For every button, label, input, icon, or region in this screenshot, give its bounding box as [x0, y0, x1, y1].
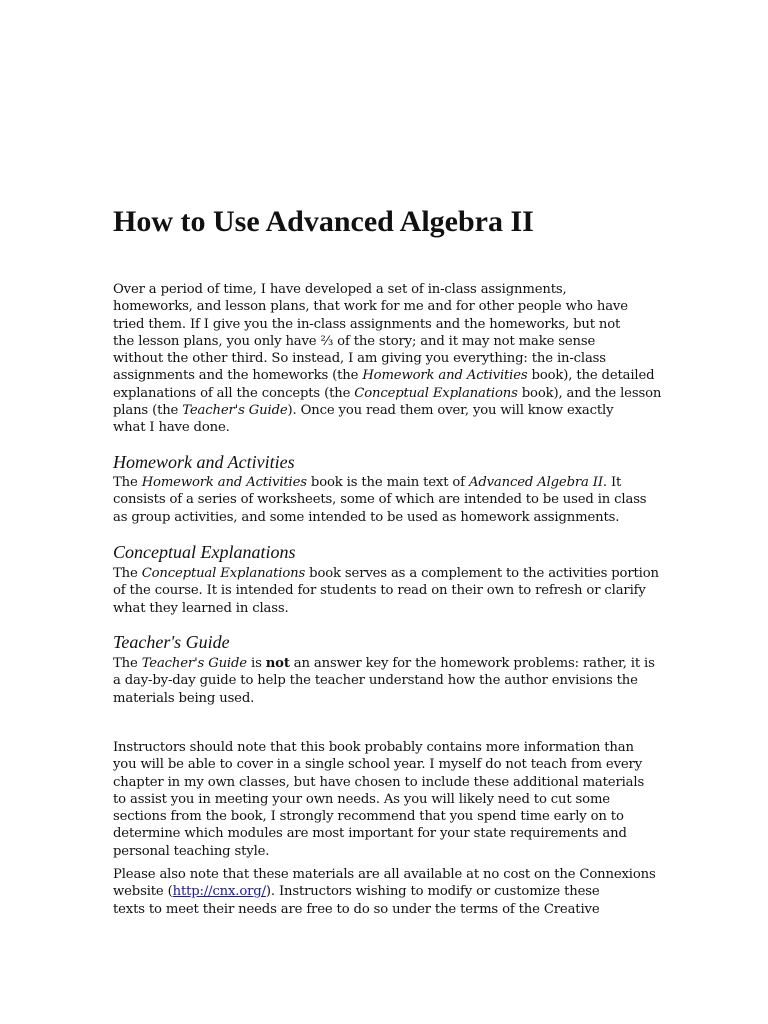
text-line — [113, 474, 658, 491]
book-title-conceptual: Conceptual Explanations — [141, 566, 306, 581]
text-line: materials being used. — [113, 690, 255, 706]
text-run: The — [113, 566, 142, 581]
text-run: book serves as a complement to the activities portion — [305, 566, 659, 581]
section-heading-conceptual: Conceptual Explanations — [113, 542, 296, 562]
emphasis-not: not — [265, 656, 290, 671]
section-heading-homework: Homework and Activities — [113, 452, 295, 472]
availability-paragraph — [113, 866, 658, 918]
text-line: determine which modules are most important for your state requirements and — [113, 826, 627, 842]
text-line: what I have done. — [113, 420, 230, 436]
text-run: The — [113, 656, 142, 671]
book-title-advanced-algebra: Advanced Algebra II — [468, 475, 603, 490]
text-line: Please also note that these materials are all available at no cost on the Connexions — [113, 867, 656, 882]
text-run: explanations of all the concepts (the — [113, 385, 355, 401]
text-line: as group activities, and some intended to be used as homework assignments. — [113, 509, 620, 525]
text-line — [113, 402, 658, 419]
intro-paragraph — [113, 281, 662, 437]
text-line: consists of a series of worksheets, some of which are intended to be used in class — [113, 492, 647, 508]
text-line: Over a period of time, I have developed a set of in-class assignments, — [113, 282, 567, 297]
text-line — [113, 565, 658, 582]
instructors-paragraph — [113, 739, 658, 860]
text-run: ). Once you read them over, you will know exactly — [287, 403, 614, 419]
text-run: plans (the — [113, 403, 183, 419]
text-line: to assist you in meeting your own needs. As you will likely need to cut some — [113, 791, 610, 807]
text-line — [113, 655, 658, 672]
text-line — [113, 385, 662, 402]
teachers-guide-paragraph — [113, 655, 658, 707]
homework-paragraph — [113, 474, 658, 526]
section-heading-teachers-guide: Teacher's Guide — [113, 632, 230, 652]
text-line: of the course. It is intended for students to read on their own to refresh or clarify — [113, 583, 646, 599]
connexions-link[interactable]: http://cnx.org/ — [172, 884, 266, 900]
text-line: texts to meet their needs are free to do so under the terms of the Creative — [113, 901, 600, 917]
text-run: book is the main text of — [306, 475, 469, 490]
text-run: an answer key for the homework problems: rather, it is — [289, 656, 655, 671]
book-title-conceptual: Conceptual Explanations — [354, 385, 518, 401]
text-line: what they learned in class. — [113, 600, 289, 616]
book-title-homework: Homework and Activities — [362, 368, 528, 384]
text-run: website ( — [113, 884, 173, 900]
conceptual-paragraph — [113, 565, 658, 617]
text-line: Instructors should note that this book probably contains more information than — [113, 740, 634, 755]
text-line: the lesson plans, you only have ⅔ of the story; and it may not make sense — [113, 333, 596, 349]
text-run: ). Instructors wishing to modify or customize these — [265, 884, 600, 900]
book-title-homework: Homework and Activities — [141, 475, 307, 490]
text-run: book), and the lesson — [517, 385, 662, 401]
text-line: without the other third. So instead, I am giving you everything: the in-class — [113, 351, 606, 367]
book-title-teachers-guide: Teacher's Guide — [141, 656, 247, 671]
text-line: a day-by-day guide to help the teacher understand how the author envisions the — [113, 673, 638, 689]
text-run: assignments and the homeworks (the — [113, 368, 363, 384]
text-run: . It — [602, 475, 622, 490]
text-run: book), the detailed — [527, 368, 655, 384]
text-line: you will be able to cover in a single school year. I myself do not teach from every — [113, 757, 642, 773]
text-line: tried them. If I give you the in-class assignments and the homeworks, but not — [113, 316, 621, 332]
page-title: How to Use Advanced Algebra II — [113, 205, 534, 238]
text-line — [113, 883, 658, 900]
text-line: sections from the book, I strongly recommend that you spend time early on to — [113, 809, 624, 825]
book-title-teachers-guide: Teacher's Guide — [182, 403, 288, 419]
text-line — [113, 367, 658, 384]
text-run: The — [113, 475, 142, 490]
text-run: is — [246, 656, 266, 671]
text-line: homeworks, and lesson plans, that work for me and for other people who have — [113, 299, 628, 315]
text-line: personal teaching style. — [113, 843, 270, 859]
text-line: chapter in my own classes, but have chosen to include these additional materials — [113, 774, 645, 790]
